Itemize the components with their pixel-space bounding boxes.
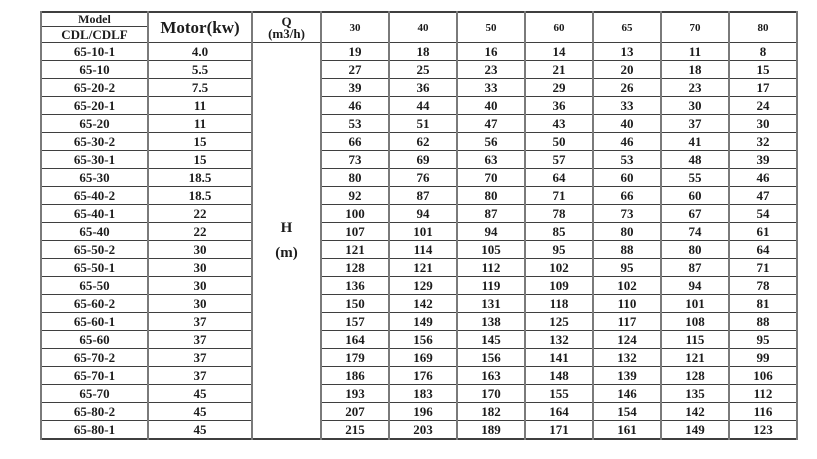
table-row xyxy=(41,133,797,151)
model-cell: 65-60 xyxy=(41,331,148,349)
motor-cell: 30 xyxy=(148,241,252,259)
head-value-cell: 43 xyxy=(525,115,593,133)
head-value-cell: 66 xyxy=(593,187,661,205)
h-column-cell xyxy=(252,43,321,440)
motor-cell: 37 xyxy=(148,313,252,331)
head-value-cell: 95 xyxy=(729,331,797,349)
head-value-cell: 170 xyxy=(457,385,525,403)
head-value-cell: 8 xyxy=(729,43,797,61)
head-value-cell: 114 xyxy=(389,241,457,259)
head-value-cell: 112 xyxy=(457,259,525,277)
table-row xyxy=(41,115,797,133)
head-value-cell: 110 xyxy=(593,295,661,313)
h-unit: (m) xyxy=(275,244,298,261)
head-value-cell: 44 xyxy=(389,97,457,115)
head-value-cell: 37 xyxy=(661,115,729,133)
table-row xyxy=(41,349,797,367)
head-value-cell: 131 xyxy=(457,295,525,313)
head-value-cell: 15 xyxy=(729,61,797,79)
head-value-cell: 203 xyxy=(389,421,457,440)
head-value-cell: 123 xyxy=(729,421,797,440)
head-value-cell: 14 xyxy=(525,43,593,61)
head-value-cell: 73 xyxy=(593,205,661,223)
head-value-cell: 13 xyxy=(593,43,661,61)
motor-cell: 37 xyxy=(148,367,252,385)
model-cell: 65-40-1 xyxy=(41,205,148,223)
model-cell: 65-80-1 xyxy=(41,421,148,440)
head-value-cell: 87 xyxy=(389,187,457,205)
head-value-cell: 36 xyxy=(525,97,593,115)
head-value-cell: 142 xyxy=(661,403,729,421)
model-cell: 65-60-1 xyxy=(41,313,148,331)
head-value-cell: 125 xyxy=(525,313,593,331)
head-value-cell: 146 xyxy=(593,385,661,403)
head-value-cell: 121 xyxy=(661,349,729,367)
head-value-cell: 46 xyxy=(729,169,797,187)
head-value-cell: 121 xyxy=(321,241,389,259)
head-value-cell: 74 xyxy=(661,223,729,241)
head-value-cell: 29 xyxy=(525,79,593,97)
head-value-cell: 94 xyxy=(661,277,729,295)
table-row xyxy=(41,61,797,79)
head-value-cell: 150 xyxy=(321,295,389,313)
model-cell: 65-30-2 xyxy=(41,133,148,151)
head-value-cell: 149 xyxy=(661,421,729,440)
motor-cell: 30 xyxy=(148,259,252,277)
head-value-cell: 40 xyxy=(593,115,661,133)
head-value-cell: 132 xyxy=(525,331,593,349)
head-value-cell: 163 xyxy=(457,367,525,385)
head-value-cell: 176 xyxy=(389,367,457,385)
flow-header-50: 50 xyxy=(457,12,525,43)
head-value-cell: 106 xyxy=(729,367,797,385)
model-cell: 65-70-1 xyxy=(41,367,148,385)
head-value-cell: 40 xyxy=(457,97,525,115)
motor-cell: 11 xyxy=(148,115,252,133)
table-row xyxy=(41,385,797,403)
flow-header-30: 30 xyxy=(321,12,389,43)
motor-cell: 30 xyxy=(148,277,252,295)
head-value-cell: 41 xyxy=(661,133,729,151)
head-value-cell: 105 xyxy=(457,241,525,259)
head-value-cell: 108 xyxy=(661,313,729,331)
head-value-cell: 67 xyxy=(661,205,729,223)
head-value-cell: 85 xyxy=(525,223,593,241)
motor-cell: 11 xyxy=(148,97,252,115)
head-value-cell: 56 xyxy=(457,133,525,151)
head-value-cell: 33 xyxy=(457,79,525,97)
head-value-cell: 11 xyxy=(661,43,729,61)
head-value-cell: 156 xyxy=(389,331,457,349)
table-row xyxy=(41,205,797,223)
head-value-cell: 69 xyxy=(389,151,457,169)
motor-cell: 22 xyxy=(148,205,252,223)
head-value-cell: 16 xyxy=(457,43,525,61)
table-row xyxy=(41,97,797,115)
head-value-cell: 54 xyxy=(729,205,797,223)
pump-performance-table xyxy=(40,11,798,440)
head-value-cell: 60 xyxy=(661,187,729,205)
table-row xyxy=(41,169,797,187)
motor-cell: 18.5 xyxy=(148,169,252,187)
pump-table-container xyxy=(40,11,798,440)
head-value-cell: 51 xyxy=(389,115,457,133)
table-row xyxy=(41,331,797,349)
head-value-cell: 115 xyxy=(661,331,729,349)
head-value-cell: 18 xyxy=(389,43,457,61)
head-value-cell: 24 xyxy=(729,97,797,115)
head-value-cell: 101 xyxy=(389,223,457,241)
head-value-cell: 63 xyxy=(457,151,525,169)
head-value-cell: 26 xyxy=(593,79,661,97)
flow-header-70: 70 xyxy=(661,12,729,43)
head-value-cell: 78 xyxy=(525,205,593,223)
head-value-cell: 20 xyxy=(593,61,661,79)
motor-cell: 30 xyxy=(148,295,252,313)
head-value-cell: 88 xyxy=(729,313,797,331)
head-value-cell: 182 xyxy=(457,403,525,421)
head-value-cell: 186 xyxy=(321,367,389,385)
model-cell: 65-80-2 xyxy=(41,403,148,421)
head-value-cell: 88 xyxy=(593,241,661,259)
head-value-cell: 215 xyxy=(321,421,389,440)
head-value-cell: 157 xyxy=(321,313,389,331)
model-cell: 65-40-2 xyxy=(41,187,148,205)
table-row xyxy=(41,241,797,259)
head-value-cell: 64 xyxy=(729,241,797,259)
head-value-cell: 19 xyxy=(321,43,389,61)
head-value-cell: 87 xyxy=(457,205,525,223)
head-value-cell: 66 xyxy=(321,133,389,151)
head-value-cell: 112 xyxy=(729,385,797,403)
head-value-cell: 53 xyxy=(593,151,661,169)
head-value-cell: 189 xyxy=(457,421,525,440)
motor-cell: 37 xyxy=(148,349,252,367)
head-value-cell: 139 xyxy=(593,367,661,385)
motor-cell: 45 xyxy=(148,385,252,403)
motor-cell: 15 xyxy=(148,151,252,169)
head-value-cell: 138 xyxy=(457,313,525,331)
table-row xyxy=(41,367,797,385)
head-value-cell: 46 xyxy=(593,133,661,151)
head-value-cell: 119 xyxy=(457,277,525,295)
head-value-cell: 179 xyxy=(321,349,389,367)
q-flow-header xyxy=(252,12,321,43)
head-value-cell: 92 xyxy=(321,187,389,205)
table-row xyxy=(41,295,797,313)
table-row xyxy=(41,187,797,205)
head-value-cell: 70 xyxy=(457,169,525,187)
head-value-cell: 17 xyxy=(729,79,797,97)
head-value-cell: 71 xyxy=(729,259,797,277)
head-value-cell: 47 xyxy=(729,187,797,205)
head-value-cell: 145 xyxy=(457,331,525,349)
model-cell: 65-10-1 xyxy=(41,43,148,61)
head-value-cell: 128 xyxy=(321,259,389,277)
head-value-cell: 183 xyxy=(389,385,457,403)
head-value-cell: 101 xyxy=(661,295,729,313)
head-value-cell: 60 xyxy=(593,169,661,187)
table-body xyxy=(41,43,797,440)
flow-header-60: 60 xyxy=(525,12,593,43)
head-value-cell: 39 xyxy=(729,151,797,169)
head-value-cell: 164 xyxy=(525,403,593,421)
model-cell: 65-50-2 xyxy=(41,241,148,259)
table-row xyxy=(41,79,797,97)
head-value-cell: 109 xyxy=(525,277,593,295)
head-value-cell: 99 xyxy=(729,349,797,367)
model-cell: 65-20-1 xyxy=(41,97,148,115)
head-value-cell: 46 xyxy=(321,97,389,115)
head-value-cell: 142 xyxy=(389,295,457,313)
head-value-cell: 30 xyxy=(661,97,729,115)
motor-cell: 45 xyxy=(148,403,252,421)
head-value-cell: 135 xyxy=(661,385,729,403)
table-header xyxy=(41,12,797,43)
head-value-cell: 196 xyxy=(389,403,457,421)
head-value-cell: 23 xyxy=(661,79,729,97)
flow-header-65: 65 xyxy=(593,12,661,43)
head-value-cell: 36 xyxy=(389,79,457,97)
head-value-cell: 102 xyxy=(525,259,593,277)
q-label: Q xyxy=(281,13,292,29)
head-value-cell: 39 xyxy=(321,79,389,97)
motor-cell: 18.5 xyxy=(148,187,252,205)
head-value-cell: 154 xyxy=(593,403,661,421)
head-value-cell: 23 xyxy=(457,61,525,79)
head-value-cell: 148 xyxy=(525,367,593,385)
table-row xyxy=(41,151,797,169)
head-value-cell: 73 xyxy=(321,151,389,169)
head-value-cell: 107 xyxy=(321,223,389,241)
head-value-cell: 155 xyxy=(525,385,593,403)
model-sub-header: CDL/CDLF xyxy=(41,27,148,43)
head-value-cell: 76 xyxy=(389,169,457,187)
head-value-cell: 80 xyxy=(321,169,389,187)
header-row-top xyxy=(41,12,797,27)
head-value-cell: 124 xyxy=(593,331,661,349)
head-value-cell: 164 xyxy=(321,331,389,349)
flow-header-80: 80 xyxy=(729,12,797,43)
table-row xyxy=(41,421,797,440)
head-value-cell: 132 xyxy=(593,349,661,367)
head-value-cell: 118 xyxy=(525,295,593,313)
model-cell: 65-30 xyxy=(41,169,148,187)
head-value-cell: 32 xyxy=(729,133,797,151)
head-value-cell: 18 xyxy=(661,61,729,79)
head-value-cell: 61 xyxy=(729,223,797,241)
head-value-cell: 62 xyxy=(389,133,457,151)
model-cell: 65-30-1 xyxy=(41,151,148,169)
head-value-cell: 80 xyxy=(457,187,525,205)
head-value-cell: 117 xyxy=(593,313,661,331)
motor-cell: 22 xyxy=(148,223,252,241)
motor-header: Motor(kw) xyxy=(148,12,252,43)
head-value-cell: 149 xyxy=(389,313,457,331)
head-value-cell: 136 xyxy=(321,277,389,295)
head-value-cell: 87 xyxy=(661,259,729,277)
model-cell: 65-70-2 xyxy=(41,349,148,367)
h-label: H xyxy=(280,219,293,236)
head-value-cell: 141 xyxy=(525,349,593,367)
head-value-cell: 94 xyxy=(389,205,457,223)
head-value-cell: 25 xyxy=(389,61,457,79)
head-value-cell: 47 xyxy=(457,115,525,133)
head-value-cell: 169 xyxy=(389,349,457,367)
model-cell: 65-40 xyxy=(41,223,148,241)
head-value-cell: 193 xyxy=(321,385,389,403)
motor-cell: 7.5 xyxy=(148,79,252,97)
head-value-cell: 207 xyxy=(321,403,389,421)
table-row xyxy=(41,313,797,331)
table-row xyxy=(41,223,797,241)
table-row xyxy=(41,277,797,295)
model-cell: 65-70 xyxy=(41,385,148,403)
table-row xyxy=(41,43,797,61)
model-cell: 65-60-2 xyxy=(41,295,148,313)
head-value-cell: 128 xyxy=(661,367,729,385)
head-value-cell: 116 xyxy=(729,403,797,421)
table-row xyxy=(41,403,797,421)
head-value-cell: 27 xyxy=(321,61,389,79)
head-value-cell: 55 xyxy=(661,169,729,187)
head-value-cell: 33 xyxy=(593,97,661,115)
table-row xyxy=(41,259,797,277)
motor-cell: 15 xyxy=(148,133,252,151)
head-value-cell: 94 xyxy=(457,223,525,241)
head-value-cell: 156 xyxy=(457,349,525,367)
head-value-cell: 95 xyxy=(525,241,593,259)
head-value-cell: 53 xyxy=(321,115,389,133)
model-cell: 65-10 xyxy=(41,61,148,79)
motor-cell: 4.0 xyxy=(148,43,252,61)
head-value-cell: 95 xyxy=(593,259,661,277)
model-cell: 65-20 xyxy=(41,115,148,133)
head-value-cell: 71 xyxy=(525,187,593,205)
head-value-cell: 64 xyxy=(525,169,593,187)
model-header: Model xyxy=(41,12,148,27)
head-value-cell: 78 xyxy=(729,277,797,295)
motor-cell: 37 xyxy=(148,331,252,349)
model-cell: 65-50-1 xyxy=(41,259,148,277)
head-value-cell: 80 xyxy=(593,223,661,241)
head-value-cell: 161 xyxy=(593,421,661,440)
head-value-cell: 171 xyxy=(525,421,593,440)
flow-header-40: 40 xyxy=(389,12,457,43)
head-value-cell: 30 xyxy=(729,115,797,133)
head-value-cell: 100 xyxy=(321,205,389,223)
head-value-cell: 121 xyxy=(389,259,457,277)
head-value-cell: 81 xyxy=(729,295,797,313)
head-value-cell: 48 xyxy=(661,151,729,169)
q-unit: (m3/h) xyxy=(268,25,305,41)
model-cell: 65-50 xyxy=(41,277,148,295)
head-value-cell: 57 xyxy=(525,151,593,169)
motor-cell: 5.5 xyxy=(148,61,252,79)
head-value-cell: 102 xyxy=(593,277,661,295)
head-value-cell: 80 xyxy=(661,241,729,259)
head-value-cell: 50 xyxy=(525,133,593,151)
model-cell: 65-20-2 xyxy=(41,79,148,97)
head-value-cell: 129 xyxy=(389,277,457,295)
motor-cell: 45 xyxy=(148,421,252,440)
head-value-cell: 21 xyxy=(525,61,593,79)
